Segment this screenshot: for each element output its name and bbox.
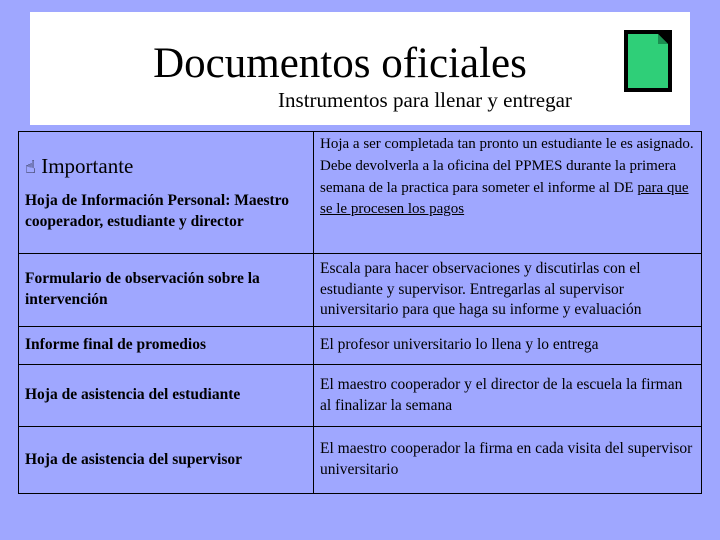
document-description: Escala para hacer observaciones y discutirlas con el estudiante y supervisor. Entregarlas al supervisor universitario para que haga su informe y evaluación — [314, 254, 702, 327]
document-description-underlined: para que se le procesen los pagos — [320, 179, 689, 218]
header-panel — [30, 12, 690, 125]
document-name: Hoja de asistencia del supervisor — [19, 427, 314, 494]
document-description: El maestro cooperador y el director de la escuela la firman al finalizar la semana — [314, 365, 702, 427]
document-description: El maestro cooperador la firma en cada visita del supervisor universitario — [314, 427, 702, 494]
table-row — [19, 254, 702, 327]
document-name: Formulario de observación sobre la intervención — [19, 254, 314, 327]
document-description: El profesor universitario lo llena y lo entrega — [314, 327, 702, 365]
documents-table — [18, 131, 702, 494]
pointing-hand-icon: ☝ — [25, 157, 36, 179]
important-label: ☝ Importante — [25, 154, 134, 179]
row-1-right-cell — [314, 132, 702, 254]
table-row — [19, 365, 702, 427]
document-name: Hoja de asistencia del estudiante — [19, 365, 314, 427]
document-name: Informe final de promedios — [19, 327, 314, 365]
page-title: Documentos oficiales — [153, 40, 527, 87]
page-subtitle: Instrumentos para llenar y entregar — [278, 88, 572, 112]
document-icon — [624, 30, 672, 92]
table-row — [19, 327, 702, 365]
document-name: Hoja de Información Personal: Maestro cooperador, estudiante y director — [25, 191, 290, 230]
row-1-left-cell — [19, 132, 314, 254]
document-description: Hoja a ser completada tan pronto un estudiante le es asignado. Debe devolverla a la oficina del PPMES durante la primera semana de la practica para someter el informe al DE — [320, 136, 694, 196]
table-row — [19, 132, 702, 254]
table-row — [19, 427, 702, 494]
